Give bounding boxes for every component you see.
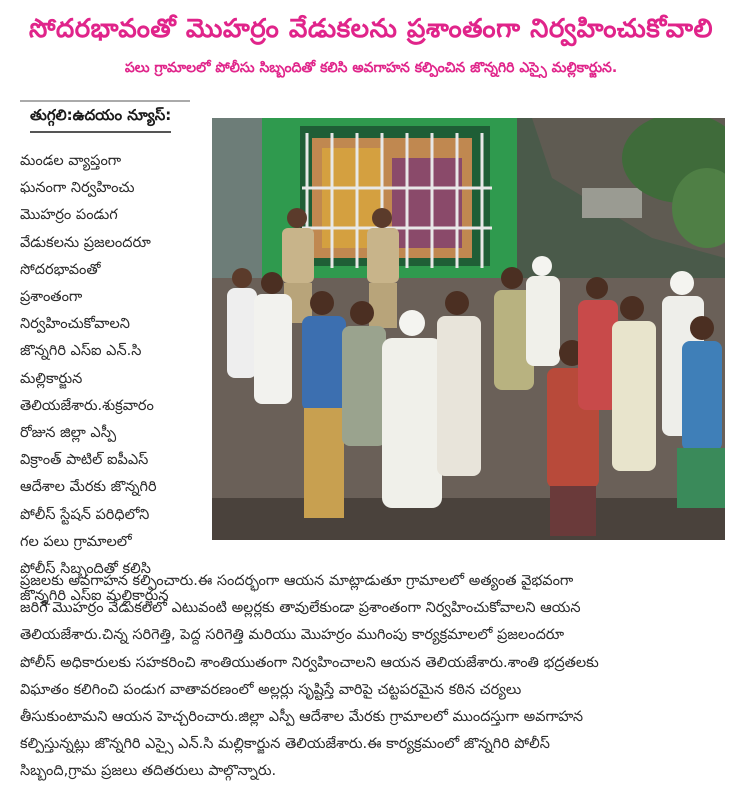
subheadline: పలు గ్రామాలలో పోలీసు సిబ్బందితో కలిసి అవగాహన కల్పించిన జొన్నగిరి ఎస్సై మల్లికార్జున. (124, 60, 618, 76)
article-line: ప్రజలకు అవగాహన కల్పించారు.ఈ సందర్భంగా ఆయన మాట్లాడుతూ గ్రామాలలో అత్యంత వైభవంగా (20, 573, 574, 589)
headline: సోదరభావంతో మొహర్రం వేడుకలను ప్రశాంతంగా నిర్వహించుకోవాలి (28, 14, 714, 44)
article-line: మొహర్రం పండుగ (20, 207, 118, 224)
article-line: జొన్నగిరి ఎస్ఐ మల్లికార్జున (20, 588, 169, 605)
dateline: తుగ్గలి:ఉదయం న్యూస్: (30, 106, 171, 133)
article-line: విక్రాంత్ పాటిల్ ఐపీఎస్ (20, 452, 149, 469)
article-line: విఘాతం కలిగించి పండుగ వాతావరణంలో అల్లర్లు సృష్టిస్తే వారిపై చట్టపరమైన కఠిన చర్యలు (20, 681, 522, 698)
article-line: తెలియజేశారు.శుక్రవారం (20, 397, 154, 414)
article-line: మండల వ్యాప్తంగా (20, 153, 122, 169)
article-line: గల పలు గ్రామాలలో (20, 533, 132, 550)
article-column (20, 148, 205, 610)
article-line: సిబ్బంది,గ్రామ ప్రజలు తదితరులు పాల్గొన్నారు. (20, 763, 277, 780)
article-line: మల్లికార్జున (20, 370, 83, 387)
article-line: పోలీస్ స్టేషన్ పరిధిలోని (20, 506, 150, 523)
article-line: వేడుకలను ప్రజలందరూ (20, 234, 151, 251)
article-line: తెలియజేశారు.చిన్న సరిగెత్తి, పెద్ద సరిగెత్తి మరియు మొహర్రం ముగింపు కార్యక్రమాలలో ప్రజలందరూ (20, 627, 565, 644)
article-line: ఘనంగా నిర్వహించు (20, 180, 135, 197)
news-photo (212, 118, 725, 540)
article-line: సోదరభావంతో (20, 261, 101, 278)
article-line: ఆదేశాల మేరకు జొన్నగిరి (20, 479, 157, 496)
article-body-wide (20, 568, 725, 786)
article-line: జొన్నగిరి ఎస్ఐ ఎన్.సి (20, 343, 142, 360)
article-line: పోలీస్ అధికారులకు సహకరించి శాంతియుతంగా నిర్వహించాలని ఆయన తెలియజేశారు.శాంతి భద్రతలకు (20, 654, 599, 671)
article-line: నిర్వహించుకోవాలని (20, 316, 130, 333)
crowd-photo-illustration (212, 118, 725, 540)
article-line: జరిగే మొహర్రం వేడుకలలో ఎటువంటి అల్లర్లకు తావులేకుండా ప్రశాంతంగా నిర్వహించుకోవాలని ఆయన (20, 600, 581, 617)
article-line: తీసుకుంటామని ఆయన హెచ్చరించారు.జిల్లా ఎస్పీ ఆదేశాల మేరకు గ్రామాలలో ముందస్తుగా అవగాహన (20, 709, 584, 726)
article-line: కల్పిస్తున్నట్లు జొన్నగిరి ఎస్సై ఎన్.సి మల్లికార్జున తెలియజేశారు.ఈ కార్యక్రమంలో జొన్నగిరి పోలీస్ (20, 736, 550, 753)
article-line: ప్రశాంతంగా (20, 289, 83, 306)
dateline-rule (20, 100, 190, 102)
article-line: పోలీస్ సిబ్బందితో కలిసి (20, 561, 151, 578)
article-line: రోజున జిల్లా ఎస్పీ (20, 425, 117, 442)
